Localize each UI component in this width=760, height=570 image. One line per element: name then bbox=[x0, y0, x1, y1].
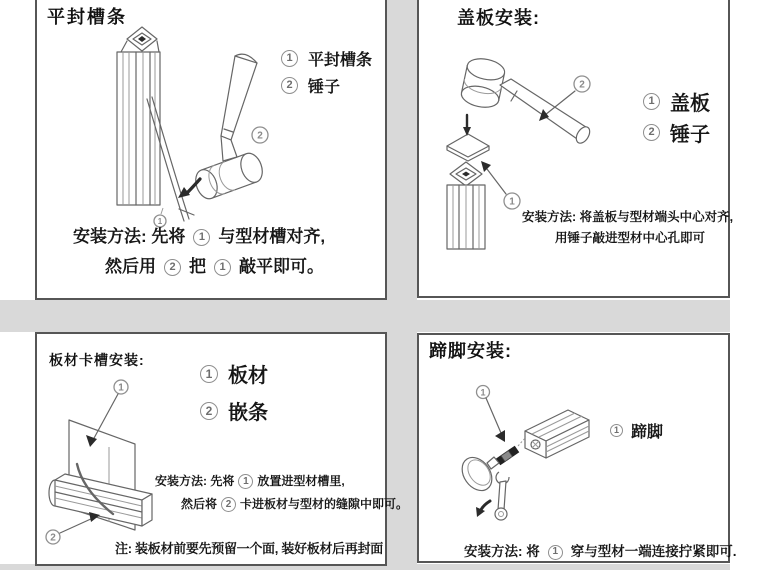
note-line: 注: 装板材前要先预留一个面, 装好板材后再封面 bbox=[115, 541, 383, 556]
legend-item bbox=[200, 359, 268, 388]
method-text: 卡进板材与型材的缝隙中即可。 bbox=[240, 497, 409, 512]
panel4-title: 蹄脚安装: bbox=[429, 341, 512, 361]
panel-cover-plate bbox=[417, 0, 734, 298]
method-line-1: 安装方法: 将盖板与型材端头中心对齐, bbox=[522, 210, 734, 224]
legend-item bbox=[610, 419, 663, 442]
svg-text:1: 1 bbox=[509, 196, 515, 208]
method-line-1 bbox=[464, 544, 737, 560]
method-line-2 bbox=[181, 497, 408, 512]
method-text: 敲平即可。 bbox=[239, 257, 324, 276]
callout-1 bbox=[481, 161, 520, 209]
panel1-title: 平封槽条 bbox=[47, 7, 127, 27]
callout-2 bbox=[252, 127, 268, 143]
circled-number-icon: 2 bbox=[281, 77, 298, 94]
method-line-1 bbox=[73, 227, 325, 247]
aluminum-profile-drawing bbox=[525, 410, 589, 458]
legend-item bbox=[281, 47, 372, 70]
horizontal-divider bbox=[0, 300, 730, 332]
panel2-title: 盖板安装: bbox=[457, 8, 540, 28]
legend-label: 盖板 bbox=[670, 93, 710, 115]
panel-board-slot bbox=[35, 332, 409, 566]
aluminum-profile-drawing bbox=[447, 162, 485, 249]
arrow-down-left-icon bbox=[476, 501, 490, 517]
foot-drawing bbox=[456, 449, 517, 496]
circled-number-icon: 2 bbox=[200, 402, 218, 420]
vertical-divider bbox=[387, 0, 417, 570]
svg-text:1: 1 bbox=[480, 387, 486, 398]
method-text: 放置进型材槽里, bbox=[257, 474, 345, 489]
panel-flat-seal-strip bbox=[35, 0, 387, 300]
legend-label: 板材 bbox=[228, 365, 268, 387]
svg-text:2: 2 bbox=[579, 79, 585, 91]
hammer-icon bbox=[459, 56, 592, 146]
svg-text:2: 2 bbox=[50, 532, 56, 544]
cover-plate-drawing bbox=[447, 134, 489, 161]
panel1-diagram bbox=[67, 19, 317, 231]
circled-number-icon: 1 bbox=[610, 424, 623, 437]
method-text: 把 bbox=[189, 257, 206, 276]
circled-number-icon: 1 bbox=[193, 229, 210, 246]
arrow-down-icon bbox=[463, 115, 471, 136]
method-text: 然后用 bbox=[105, 257, 156, 276]
circled-number-icon: 2 bbox=[643, 124, 660, 141]
panel4-diagram bbox=[431, 373, 656, 538]
circled-number-icon: 1 bbox=[281, 50, 298, 67]
circled-number-icon: 1 bbox=[200, 365, 218, 383]
panel3-title: 板材卡槽安装: bbox=[49, 352, 145, 368]
aluminum-profile-drawing bbox=[117, 27, 160, 205]
circled-number-icon: 1 bbox=[238, 474, 253, 489]
callout-2 bbox=[46, 512, 100, 544]
method-text: 安装方法: 将 bbox=[464, 544, 540, 559]
legend-label: 蹄脚 bbox=[631, 424, 664, 441]
legend-item bbox=[643, 118, 710, 147]
svg-text:2: 2 bbox=[257, 130, 263, 142]
callout-1 bbox=[477, 386, 506, 443]
method-text: 穿与型材一端连接拧紧即可. bbox=[570, 544, 737, 559]
method-line-2: 用锤子敲进型材中心孔即可 bbox=[555, 231, 706, 245]
hammer-icon bbox=[192, 54, 266, 202]
method-line-2 bbox=[105, 257, 324, 277]
method-line-1 bbox=[155, 474, 345, 489]
legend-label: 平封槽条 bbox=[308, 52, 373, 69]
legend-label: 嵌条 bbox=[228, 402, 268, 424]
panel-foot bbox=[417, 333, 737, 563]
circled-number-icon: 1 bbox=[214, 259, 231, 276]
method-text: 与型材槽对齐, bbox=[218, 227, 326, 246]
svg-text:1: 1 bbox=[157, 217, 163, 226]
circled-number-icon: 2 bbox=[164, 259, 181, 276]
callout-1 bbox=[154, 208, 166, 227]
svg-text:1: 1 bbox=[118, 382, 124, 394]
circled-number-icon: 2 bbox=[221, 497, 236, 512]
legend-item bbox=[200, 396, 268, 425]
circled-number-icon: 1 bbox=[548, 545, 563, 560]
legend-item bbox=[643, 87, 710, 116]
arrow-down-left-icon bbox=[178, 179, 200, 198]
method-text: 安装方法: 先将 bbox=[155, 474, 235, 489]
panel3-diagram bbox=[45, 368, 185, 564]
legend-label: 锤子 bbox=[308, 79, 341, 96]
method-text: 安装方法: 先将 bbox=[73, 227, 186, 246]
legend-label: 锤子 bbox=[670, 124, 710, 146]
legend-item bbox=[281, 74, 340, 97]
method-text: 然后将 bbox=[181, 497, 218, 512]
circled-number-icon: 1 bbox=[643, 93, 660, 110]
wrench-icon bbox=[495, 472, 509, 520]
